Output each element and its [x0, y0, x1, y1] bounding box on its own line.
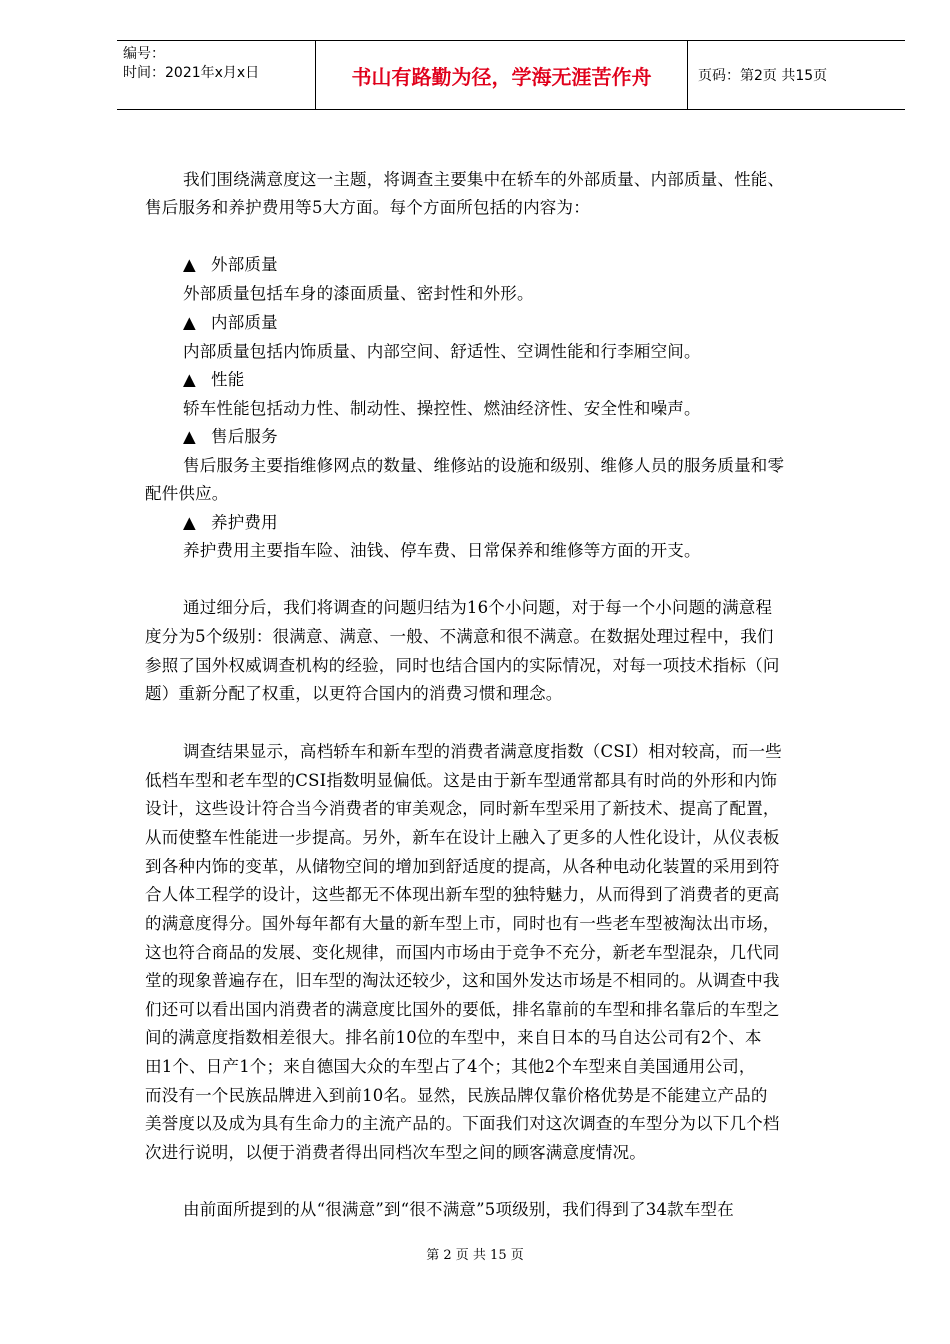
page-header [117, 40, 905, 110]
bullet-description: 内部质量包括内饰质量、内部空间、舒适性、空调性能和行李厢空间。 [183, 342, 701, 361]
bullet-description: 养护费用主要指车险、油钱、停车费、日常保养和维修等方面的开支。 [183, 541, 701, 560]
paragraph-line: 通过细分后，我们将调查的问题归结为16个小问题，对于每一个小问题的满意程 [183, 598, 773, 617]
paragraph-line: 我们围绕满意度这一主题，将调查主要集中在轿车的外部质量、内部质量、性能、 [183, 170, 785, 189]
paragraph-line: 的满意度得分。国外每年都有大量的新车型上市，同时也有一些老车型被淘汰出市场， [145, 914, 780, 933]
paragraph-line: 次进行说明，以便于消费者得出同档次车型之间的顾客满意度情况。 [145, 1143, 646, 1162]
bullet-heading [183, 513, 278, 533]
bullet-description: 轿车性能包括动力性、制动性、操控性、燃油经济性、安全性和噪声。 [183, 399, 701, 418]
paragraph-line: 设计，这些设计符合当今消费者的审美观念，同时新车型采用了新技术、提高了配置， [145, 799, 780, 818]
motto: 书山有路勤为径，学海无涯苦作舟 [315, 41, 688, 109]
bullet-title: 售后服务 [211, 427, 278, 446]
triangle-bullet-icon: ▲ [183, 255, 196, 274]
paragraph-line: 合人体工程学的设计，这些都无不体现出新车型的独特魅力，从而得到了消费者的更高 [145, 885, 780, 904]
paragraph-line: 们还可以看出国内消费者的满意度比国外的要低，排名靠前的车型和排名靠后的车型之 [145, 1000, 780, 1019]
bullet-description: 配件供应。 [145, 484, 229, 503]
paragraph-line: 调查结果显示，高档轿车和新车型的消费者满意度指数（CSI）相对较高，而一些 [183, 742, 782, 761]
bullet-title: 内部质量 [211, 313, 278, 332]
bullet-heading [183, 427, 278, 447]
bullet-description: 外部质量包括车身的漆面质量、密封性和外形。 [183, 284, 534, 303]
paragraph-line: 低档车型和老车型的CSI指数明显偏低。这是由于新车型通常都具有时尚的外形和内饰 [145, 771, 778, 790]
paragraph-line: 题）重新分配了权重，以更符合国内的消费习惯和理念。 [145, 684, 563, 703]
paragraph-line: 田1个、日产1个；来自德国大众的车型占了4个；其他2个车型来自美国通用公司， [145, 1057, 756, 1076]
paragraph-line: 而没有一个民族品牌进入到前10名。显然，民族品牌仅靠价格优势是不能建立产品的 [145, 1086, 768, 1105]
triangle-bullet-icon: ▲ [183, 513, 196, 532]
paragraph-line: 参照了国外权威调查机构的经验，同时也结合国内的实际情况，对每一项技术指标（问 [145, 656, 780, 675]
paragraph-line: 度分为5个级别：很满意、满意、一般、不满意和很不满意。在数据处理过程中，我们 [145, 627, 774, 646]
time-label: 时间：2021年x月x日 [123, 65, 260, 81]
paragraph-line: 堂的现象普遍存在，旧车型的淘汰还较少，这和国外发达市场是不相同的。从调查中我 [145, 971, 780, 990]
paragraph-line: 售后服务和养护费用等5大方面。每个方面所包括的内容为： [145, 198, 590, 217]
bullet-heading [183, 255, 278, 275]
paragraph-line: 这也符合商品的发展、变化规律，而国内市场由于竞争不充分，新老车型混杂，几代同 [145, 943, 780, 962]
number-label: 编号： [123, 46, 165, 62]
bullet-description: 售后服务主要指维修网点的数量、维修站的设施和级别、维修人员的服务质量和零 [183, 456, 785, 475]
bullet-title: 养护费用 [211, 513, 278, 532]
bullet-heading [183, 313, 278, 333]
bullet-title: 性能 [211, 370, 245, 389]
page-footer: 第 2 页 共 15 页 [426, 1248, 524, 1263]
header-meta [117, 41, 315, 109]
triangle-bullet-icon: ▲ [183, 313, 196, 332]
triangle-bullet-icon: ▲ [183, 370, 196, 389]
paragraph-line: 到各种内饰的变革，从储物空间的增加到舒适度的提高，从各种电动化装置的采用到符 [145, 857, 780, 876]
bullet-title: 外部质量 [211, 255, 278, 274]
paragraph-line: 从而使整车性能进一步提高。另外，新车在设计上融入了更多的人性化设计，从仪表板 [145, 828, 780, 847]
bullet-heading [183, 370, 244, 390]
paragraph-line: 间的满意度指数相差很大。排名前10位的车型中，来自日本的马自达公司有2个、本 [145, 1028, 762, 1047]
page-label: 页码：第2页 共15页 [698, 68, 828, 84]
paragraph-line: 由前面所提到的从“很满意”到“很不满意”5项级别，我们得到了34款车型在 [183, 1200, 734, 1219]
triangle-bullet-icon: ▲ [183, 427, 196, 446]
paragraph-line: 美誉度以及成为具有生命力的主流产品的。下面我们对这次调查的车型分为以下几个档 [145, 1114, 780, 1133]
